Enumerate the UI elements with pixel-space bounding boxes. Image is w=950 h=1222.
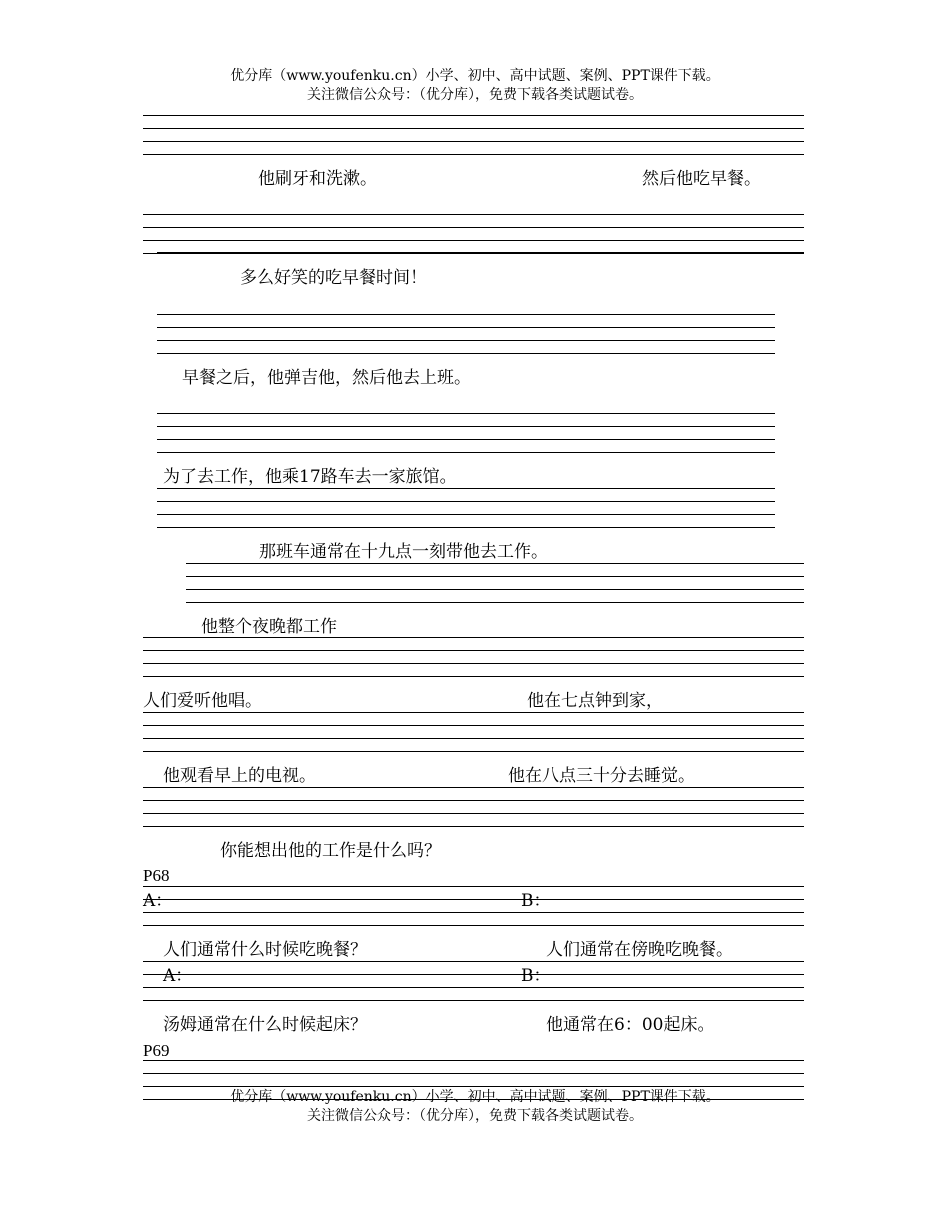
writing-lines bbox=[157, 314, 775, 354]
writing-lines bbox=[186, 563, 804, 603]
speaker-a-label: A： bbox=[163, 966, 193, 986]
sentence-breakfast: 然后他吃早餐。 bbox=[642, 169, 761, 189]
writing-lines bbox=[143, 637, 804, 677]
writing-lines bbox=[143, 712, 804, 752]
sentence-bed-830: 他在八点三十分去睡觉。 bbox=[508, 766, 695, 786]
sentence-bus-17: 为了去工作，他乘17路车去一家旅馆。 bbox=[163, 467, 457, 487]
sentence-funny-breakfast: 多么好笑的吃早餐时间！ bbox=[240, 268, 427, 288]
footer-line-1: 优分库（www.youfenku.cn）小学、初中、高中试题、案例、PPT课件下载。 bbox=[230, 1089, 720, 1105]
page-label-p69: P69 bbox=[143, 1041, 170, 1060]
writing-lines bbox=[157, 488, 775, 528]
speaker-b-label: B： bbox=[521, 891, 551, 911]
header-line-2: 关注微信公众号：（优分库），免费下载各类试题试卷。 bbox=[307, 87, 643, 103]
sentence-home-seven: 他在七点钟到家， bbox=[527, 691, 663, 711]
writing-line bbox=[157, 252, 804, 253]
sentence-brush-teeth: 他刷牙和洗漱。 bbox=[258, 169, 377, 189]
writing-lines bbox=[143, 214, 804, 254]
writing-lines bbox=[143, 115, 804, 155]
sentence-after-breakfast: 早餐之后，他弹吉他，然后他去上班。 bbox=[182, 368, 471, 388]
sentence-bus-time: 那班车通常在十九点一刻带他去工作。 bbox=[259, 542, 548, 562]
sentence-people-love: 人们爱听他唱。 bbox=[143, 691, 262, 711]
speaker-a-label: A： bbox=[143, 891, 173, 911]
answer-dinner-time: 人们通常在傍晚吃晚餐。 bbox=[546, 940, 733, 960]
sentence-work-night: 他整个夜晚都工作 bbox=[201, 617, 337, 637]
sentence-watch-tv: 他观看早上的电视。 bbox=[163, 766, 316, 786]
answer-get-up: 他通常在6：00起床。 bbox=[546, 1015, 715, 1035]
writing-lines bbox=[143, 961, 804, 1001]
writing-lines bbox=[157, 413, 775, 453]
question-get-up: 汤姆通常在什么时候起床？ bbox=[163, 1015, 367, 1035]
header-line-1: 优分库（www.youfenku.cn）小学、初中、高中试题、案例、PPT课件下载。 bbox=[230, 68, 720, 84]
writing-lines bbox=[143, 886, 804, 926]
speaker-b-label: B： bbox=[521, 966, 551, 986]
writing-lines bbox=[143, 787, 804, 827]
sentence-guess-job: 你能想出他的工作是什么吗？ bbox=[220, 841, 441, 861]
footer-line-2: 关注微信公众号：（优分库），免费下载各类试题试卷。 bbox=[307, 1108, 643, 1124]
page-label-p68: P68 bbox=[143, 866, 170, 885]
question-dinner-time: 人们通常什么时候吃晚餐？ bbox=[163, 940, 367, 960]
